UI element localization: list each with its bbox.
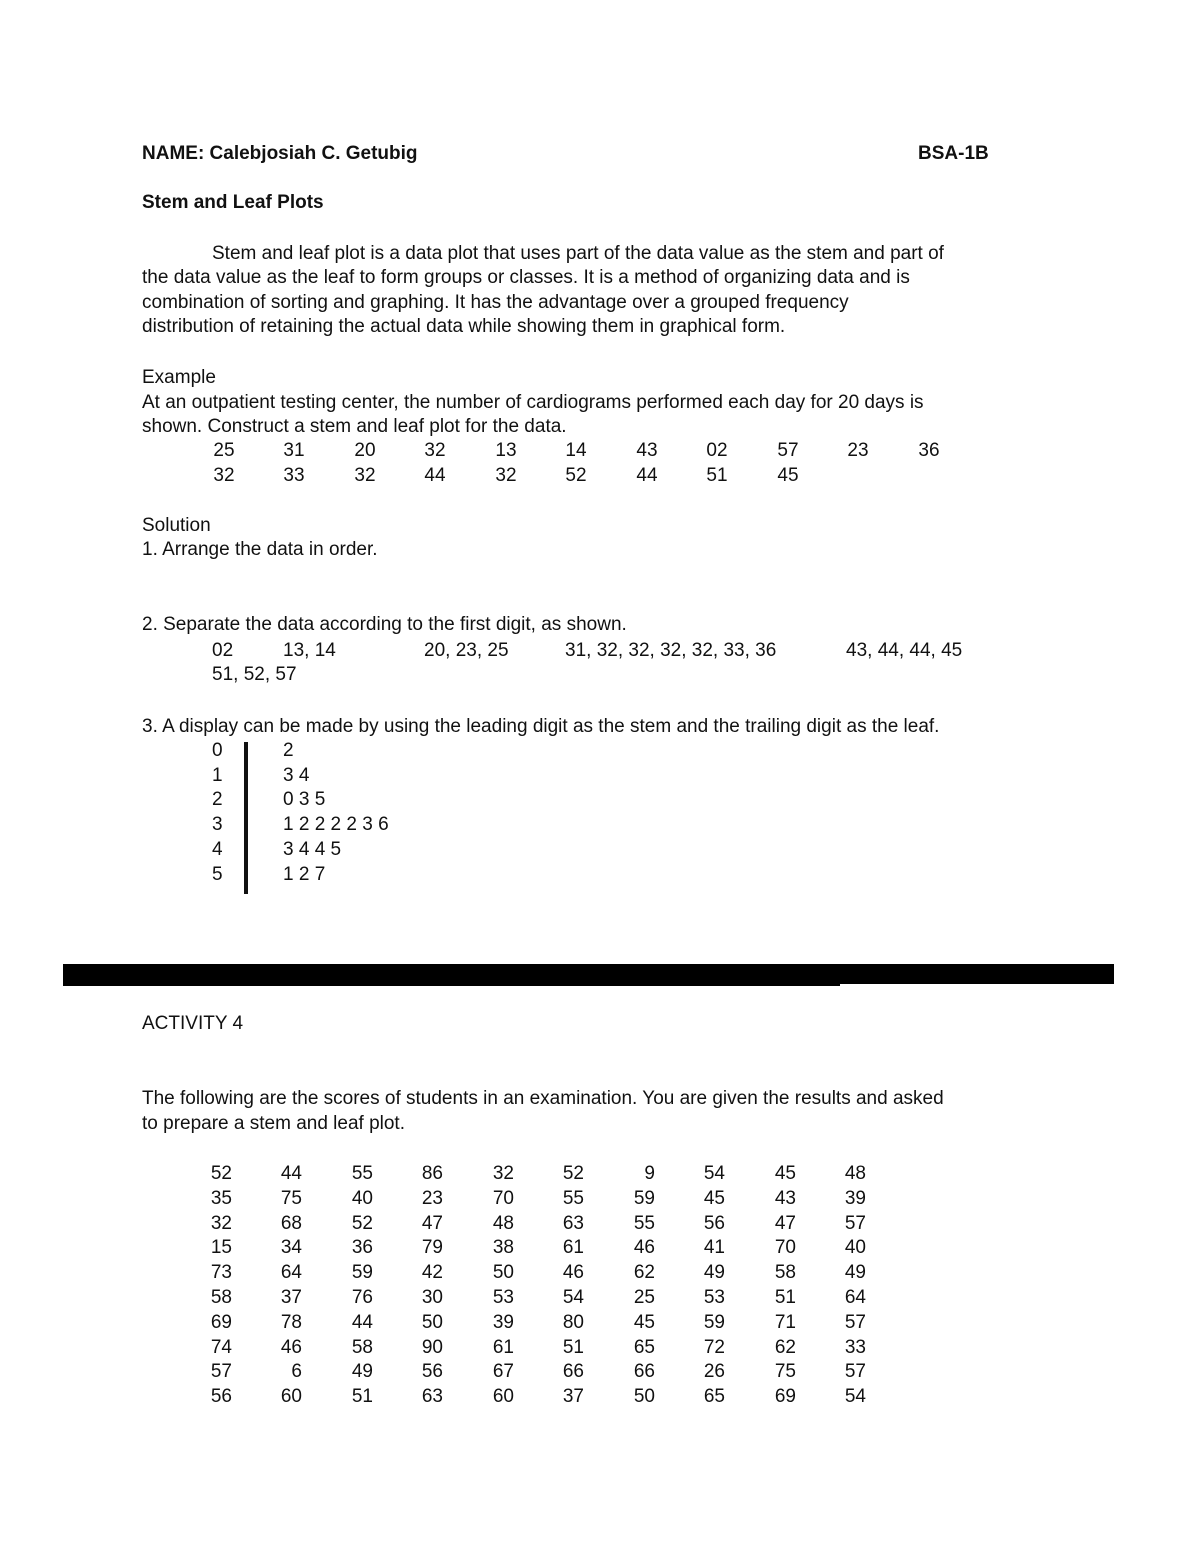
example-value: 44 bbox=[424, 465, 446, 486]
score-value: 56 bbox=[210, 1386, 232, 1408]
group-0: 02 bbox=[212, 640, 234, 661]
score-value: 33 bbox=[844, 1336, 866, 1358]
leaves: 1 2 2 2 2 3 6 bbox=[283, 814, 389, 835]
score-value: 23 bbox=[421, 1187, 443, 1209]
score-value: 55 bbox=[351, 1163, 373, 1184]
example-value: 45 bbox=[777, 465, 799, 486]
solution-step-3: 3. A display can be made by using the leading digit as the stem and the trailing digit as the leaf. bbox=[142, 716, 940, 737]
score-value: 65 bbox=[703, 1386, 725, 1408]
score-value: 53 bbox=[703, 1287, 725, 1308]
score-value: 15 bbox=[210, 1237, 232, 1259]
score-value: 48 bbox=[492, 1212, 514, 1234]
score-value: 61 bbox=[562, 1237, 584, 1259]
section-divider-notch bbox=[63, 983, 840, 986]
leaves: 2 bbox=[283, 740, 294, 761]
score-value: 64 bbox=[280, 1262, 302, 1284]
score-value: 40 bbox=[844, 1237, 866, 1259]
score-value: 54 bbox=[703, 1163, 725, 1184]
score-value: 58 bbox=[351, 1336, 373, 1358]
score-value: 57 bbox=[844, 1212, 866, 1234]
stem: 2 bbox=[212, 789, 223, 810]
score-value: 57 bbox=[210, 1361, 232, 1383]
score-value: 70 bbox=[774, 1237, 796, 1259]
score-value: 51 bbox=[351, 1386, 373, 1408]
score-value: 32 bbox=[492, 1163, 514, 1184]
score-value: 60 bbox=[280, 1386, 302, 1408]
score-value: 57 bbox=[844, 1311, 866, 1333]
example-value: 14 bbox=[565, 440, 587, 461]
score-value: 53 bbox=[492, 1287, 514, 1308]
group-1: 13, 14 bbox=[283, 640, 336, 661]
score-value: 56 bbox=[421, 1361, 443, 1383]
score-value: 63 bbox=[421, 1386, 443, 1408]
page-title: Stem and Leaf Plots bbox=[142, 192, 324, 213]
score-value: 71 bbox=[774, 1311, 796, 1333]
stem: 5 bbox=[212, 864, 223, 885]
score-value: 47 bbox=[421, 1212, 443, 1234]
score-value: 51 bbox=[562, 1336, 584, 1358]
score-value: 54 bbox=[844, 1386, 866, 1408]
score-value: 46 bbox=[280, 1336, 302, 1358]
score-value: 32 bbox=[210, 1212, 232, 1234]
score-value: 43 bbox=[774, 1187, 796, 1209]
score-value: 72 bbox=[703, 1336, 725, 1358]
score-value: 78 bbox=[280, 1311, 302, 1333]
intro-line-1: Stem and leaf plot is a data plot that uses part of the data value as the stem and part of bbox=[212, 243, 944, 264]
score-value: 50 bbox=[492, 1262, 514, 1284]
example-value: 32 bbox=[213, 465, 235, 486]
score-value: 52 bbox=[562, 1163, 584, 1184]
score-value: 47 bbox=[774, 1212, 796, 1234]
section-label: BSA-1B bbox=[918, 143, 989, 164]
score-value: 58 bbox=[210, 1287, 232, 1308]
leaves: 3 4 bbox=[283, 765, 310, 786]
score-value: 45 bbox=[774, 1163, 796, 1184]
score-value: 45 bbox=[633, 1311, 655, 1333]
example-value: 32 bbox=[424, 440, 446, 461]
score-value: 45 bbox=[703, 1187, 725, 1209]
score-value: 39 bbox=[844, 1187, 866, 1209]
score-value: 34 bbox=[280, 1237, 302, 1259]
score-value: 59 bbox=[633, 1187, 655, 1209]
score-value: 80 bbox=[562, 1311, 584, 1333]
score-value: 61 bbox=[492, 1336, 514, 1358]
score-value: 40 bbox=[351, 1187, 373, 1209]
score-value: 65 bbox=[633, 1336, 655, 1358]
example-value: 02 bbox=[706, 440, 728, 461]
stem: 3 bbox=[212, 814, 223, 835]
score-value: 86 bbox=[421, 1163, 443, 1184]
group-2: 20, 23, 25 bbox=[424, 640, 509, 661]
score-value: 49 bbox=[351, 1361, 373, 1383]
score-value: 39 bbox=[492, 1311, 514, 1333]
activity-line-1: The following are the scores of students in an examination. You are given the results and asked bbox=[142, 1088, 944, 1109]
score-value: 74 bbox=[210, 1336, 232, 1358]
group-5: 51, 52, 57 bbox=[212, 664, 297, 685]
score-value: 9 bbox=[644, 1163, 655, 1184]
score-value: 66 bbox=[562, 1361, 584, 1383]
score-value: 46 bbox=[633, 1237, 655, 1259]
intro-line-4: distribution of retaining the actual data while showing them in graphical form. bbox=[142, 316, 786, 337]
score-value: 54 bbox=[562, 1287, 584, 1308]
score-value: 49 bbox=[703, 1262, 725, 1284]
stem: 1 bbox=[212, 765, 223, 786]
score-value: 37 bbox=[562, 1386, 584, 1408]
score-value: 59 bbox=[703, 1311, 725, 1333]
score-value: 76 bbox=[351, 1287, 373, 1308]
example-value: 52 bbox=[565, 465, 587, 486]
score-value: 50 bbox=[633, 1386, 655, 1408]
score-value: 50 bbox=[421, 1311, 443, 1333]
solution-step-2: 2. Separate the data according to the first digit, as shown. bbox=[142, 614, 627, 635]
solution-step-1: 1. Arrange the data in order. bbox=[142, 539, 378, 560]
stem: 4 bbox=[212, 839, 223, 860]
intro-line-3: combination of sorting and graphing. It has the advantage over a grouped frequency bbox=[142, 292, 849, 313]
score-value: 44 bbox=[351, 1311, 373, 1333]
score-value: 69 bbox=[774, 1386, 796, 1408]
score-value: 69 bbox=[210, 1311, 232, 1333]
score-value: 75 bbox=[774, 1361, 796, 1383]
example-value: 23 bbox=[847, 440, 869, 461]
score-value: 56 bbox=[703, 1212, 725, 1234]
example-line-1: At an outpatient testing center, the number of cardiograms performed each day for 20 days is bbox=[142, 392, 924, 413]
score-value: 38 bbox=[492, 1237, 514, 1259]
score-value: 46 bbox=[562, 1262, 584, 1284]
score-value: 60 bbox=[492, 1386, 514, 1408]
leaves: 1 2 7 bbox=[283, 864, 326, 885]
score-value: 64 bbox=[844, 1287, 866, 1308]
example-value: 36 bbox=[918, 440, 940, 461]
score-value: 25 bbox=[633, 1287, 655, 1308]
example-value: 32 bbox=[495, 465, 517, 486]
score-value: 79 bbox=[421, 1237, 443, 1259]
example-value: 25 bbox=[213, 440, 235, 461]
example-value: 51 bbox=[706, 465, 728, 486]
group-4: 43, 44, 44, 45 bbox=[846, 640, 963, 661]
score-value: 75 bbox=[280, 1187, 302, 1209]
activity-title: ACTIVITY 4 bbox=[142, 1013, 244, 1034]
score-value: 73 bbox=[210, 1262, 232, 1284]
score-value: 35 bbox=[210, 1187, 232, 1209]
group-3: 31, 32, 32, 32, 32, 33, 36 bbox=[565, 640, 777, 661]
score-value: 68 bbox=[280, 1212, 302, 1234]
example-value: 44 bbox=[636, 465, 658, 486]
example-line-2: shown. Construct a stem and leaf plot for the data. bbox=[142, 416, 567, 437]
score-value: 55 bbox=[633, 1212, 655, 1234]
score-value: 26 bbox=[703, 1361, 725, 1383]
score-value: 51 bbox=[774, 1287, 796, 1308]
score-value: 36 bbox=[351, 1237, 373, 1259]
stem-divider bbox=[244, 742, 248, 894]
score-value: 48 bbox=[844, 1163, 866, 1184]
score-value: 63 bbox=[562, 1212, 584, 1234]
score-value: 44 bbox=[280, 1163, 302, 1184]
score-value: 70 bbox=[492, 1187, 514, 1209]
example-value: 20 bbox=[354, 440, 376, 461]
stem: 0 bbox=[212, 740, 223, 761]
score-value: 62 bbox=[633, 1262, 655, 1284]
score-value: 37 bbox=[280, 1287, 302, 1308]
leaves: 0 3 5 bbox=[283, 789, 326, 810]
score-value: 52 bbox=[210, 1163, 232, 1184]
score-value: 41 bbox=[703, 1237, 725, 1259]
example-heading: Example bbox=[142, 367, 216, 388]
example-value: 43 bbox=[636, 440, 658, 461]
score-value: 66 bbox=[633, 1361, 655, 1383]
example-value: 33 bbox=[283, 465, 305, 486]
example-value: 31 bbox=[283, 440, 305, 461]
solution-heading: Solution bbox=[142, 515, 211, 536]
score-value: 62 bbox=[774, 1336, 796, 1358]
intro-line-2: the data value as the leaf to form groups or classes. It is a method of organizing data and is bbox=[142, 267, 910, 288]
score-value: 55 bbox=[562, 1187, 584, 1209]
student-name: NAME: Calebjosiah C. Getubig bbox=[142, 143, 418, 164]
leaves: 3 4 4 5 bbox=[283, 839, 342, 860]
score-value: 58 bbox=[774, 1262, 796, 1284]
score-value: 59 bbox=[351, 1262, 373, 1284]
score-value: 6 bbox=[291, 1361, 302, 1383]
score-value: 90 bbox=[421, 1336, 443, 1358]
score-value: 52 bbox=[351, 1212, 373, 1234]
example-value: 32 bbox=[354, 465, 376, 486]
activity-line-2: to prepare a stem and leaf plot. bbox=[142, 1113, 405, 1134]
score-value: 49 bbox=[844, 1262, 866, 1284]
score-value: 30 bbox=[421, 1287, 443, 1308]
score-value: 67 bbox=[492, 1361, 514, 1383]
score-value: 42 bbox=[421, 1262, 443, 1284]
section-divider bbox=[63, 964, 1114, 984]
score-value: 57 bbox=[844, 1361, 866, 1383]
example-value: 57 bbox=[777, 440, 799, 461]
example-value: 13 bbox=[495, 440, 517, 461]
